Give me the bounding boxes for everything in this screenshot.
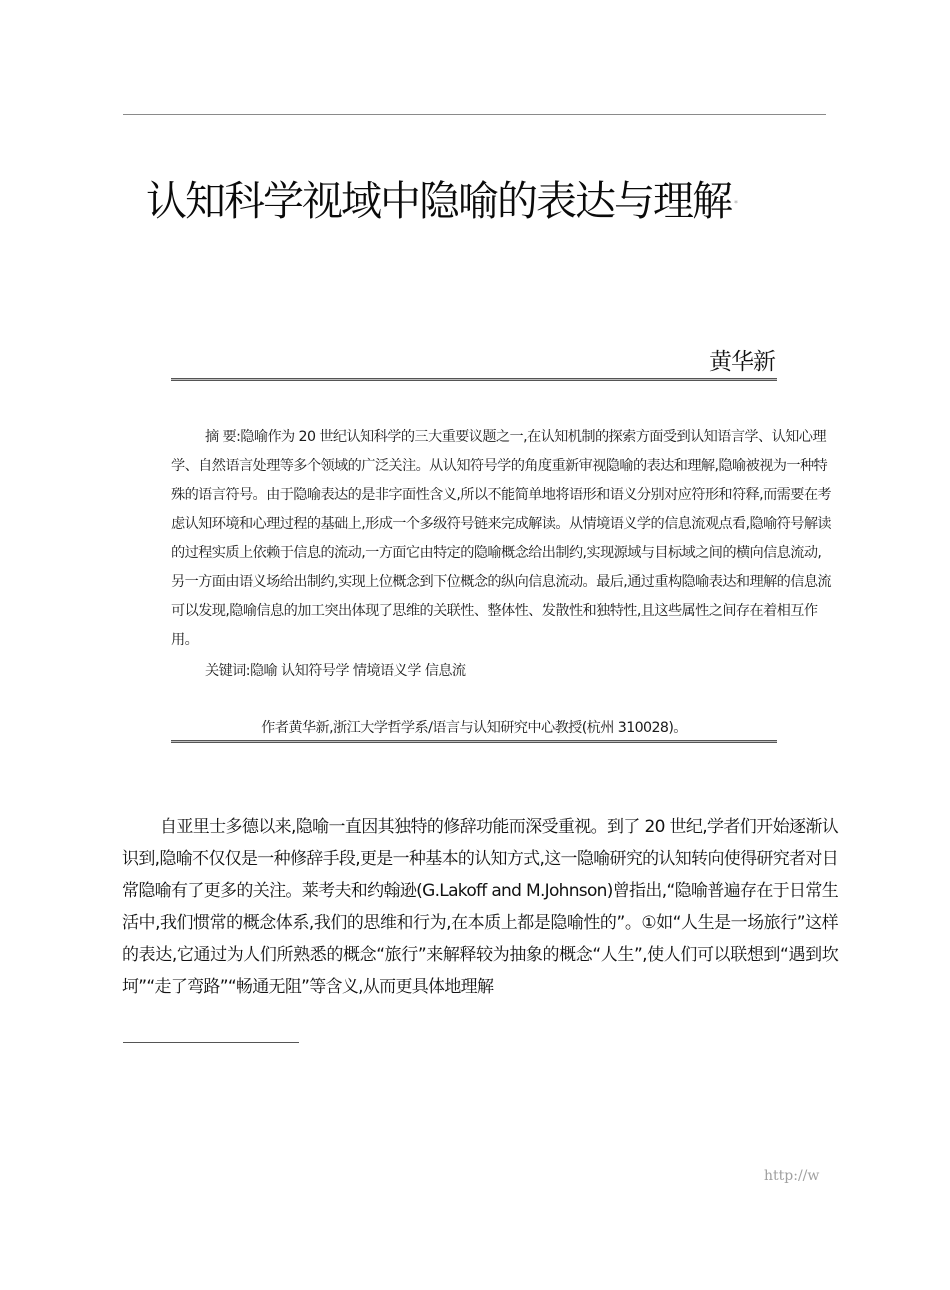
- header-rule: [123, 114, 826, 115]
- abstract-label: 摘 要:: [205, 429, 241, 445]
- keywords-label: 关键词:: [205, 663, 250, 679]
- paper-title-text: 认知科学视域中隐喻的表达与理解: [146, 177, 731, 225]
- author-divider: [171, 378, 777, 381]
- paper-title: [146, 175, 738, 230]
- abstract-paragraph: [171, 423, 833, 655]
- title-footnote-mark: *: [734, 199, 738, 208]
- author-affiliation-note: 作者黄华新,浙江大学哲学系/语言与认知研究中心教授(杭州 310028)。: [261, 720, 687, 736]
- body-text: [122, 811, 838, 1003]
- watermark-url: http://w: [764, 1168, 820, 1184]
- body-paragraph: 自亚里士多德以来,隐喻一直因其独特的修辞功能而深受重视。到了 20 世纪,学者们开始逐渐认识到,隐喻不仅仅是一种修辞手段,更是一种基本的认知方式,这一隐喻研究的认知转向使得研究者对日常隐喻有了更多的关注。莱考夫和约翰逊(G.Lakoff and M.Johnson)曾指出,“隐喻普遍存在于日常生活中,我们惯常的概念体系,我们的思维和行为,在本质上都是隐喻性的”。①如“人生是一场旅行”这样的表达,它通过为人们所熟悉的概念“旅行”来解释较为抽象的概念“人生”,使人们可以联想到“遇到坎坷”“走了弯路”“畅通无阻”等含义,从而更具体地理解: [122, 817, 838, 997]
- keywords: [205, 657, 466, 686]
- author-name: 黄华新: [709, 349, 775, 375]
- abstract-text: 隐喻作为 20 世纪认知科学的三大重要议题之一,在认知机制的探索方面受到认知语言学、认知心理学、自然语言处理等多个领域的广泛关注。从认知符号学的角度重新审视隐喻的表达和理解,隐喻被视为一种特殊的语言符号。由于隐喻表达的是非字面性含义,所以不能简单地将语形和语义分别对应符形和符释,而需要在考虑认知环境和心理过程的基础上,形成一个多级符号链来完成解读。从情境语义学的信息流观点看,隐喻符号解读的过程实质上依赖于信息的流动,一方面它由特定的隐喻概念给出制约,实现源域与目标域之间的横向信息流动,另一方面由语义场给出制约,实现上位概念到下位概念的纵向信息流动。最后,通过重构隐喻表达和理解的信息流可以发现,隐喻信息的加工突出体现了思维的关联性、整体性、发散性和独特性,且这些属性之间存在着相互作用。: [171, 429, 832, 648]
- abstract: [171, 423, 833, 655]
- keywords-text: 隐喻 认知符号学 情境语义学 信息流: [249, 663, 466, 679]
- footnote-divider: [123, 1042, 299, 1043]
- abstract-divider: [171, 740, 777, 743]
